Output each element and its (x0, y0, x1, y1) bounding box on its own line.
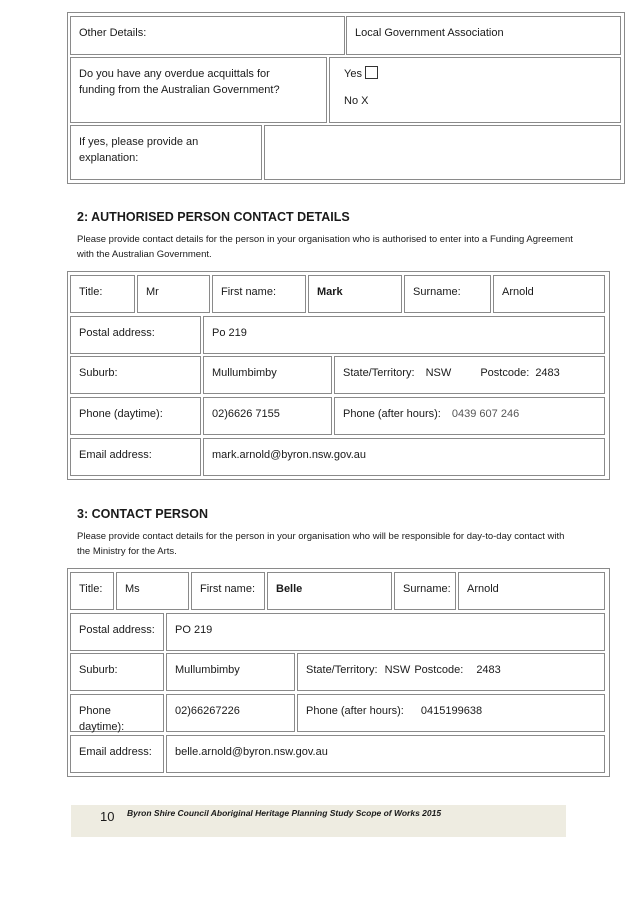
explanation-label-text: If yes, please provide an explanation: (79, 136, 199, 164)
section2-intro: Please provide contact details for the person in your organisation who is authorised to enter into a Funding Agreement with the Australian Government. (77, 234, 573, 260)
overdue-question-text: Do you have any overdue acquittals for funding from the Australian Government? (79, 68, 280, 96)
s3-postal-value-text: PO 219 (175, 624, 213, 636)
s3-postal-label (70, 613, 164, 651)
s3-suburb-value[interactable] (166, 653, 295, 691)
s2-phone-day-label-text: Phone (daytime): (79, 408, 163, 420)
s3-title-label (70, 572, 114, 610)
s2-suburb-value[interactable] (203, 356, 332, 394)
s3-email-value-text: belle.arnold@byron.nsw.gov.au (175, 746, 328, 758)
s2-phone-ah-label: Phone (after hours): (343, 408, 441, 420)
s3-phone-ah-value[interactable]: 0415199638 (420, 705, 483, 717)
s3-surname-label-text: Surname: (403, 583, 451, 595)
s3-title-label-text: Title: (79, 583, 103, 595)
s3-suburb-label-text: Suburb: (79, 664, 118, 676)
s2-suburb-label-text: Suburb: (79, 367, 118, 379)
s2-phone-day-value[interactable] (203, 397, 332, 435)
s2-state-label: State/Territory: (343, 367, 415, 379)
s3-email-value[interactable] (166, 735, 605, 773)
s3-phone-ah (297, 694, 605, 732)
overdue-answer (329, 57, 621, 123)
explanation-value[interactable] (264, 125, 621, 180)
s2-first-name-value[interactable] (308, 275, 402, 313)
s2-first-name-value-text: Mark (317, 286, 343, 298)
s2-title-label (70, 275, 135, 313)
overdue-question (70, 57, 327, 123)
yes-label: Yes (344, 68, 362, 80)
s2-phone-ah (334, 397, 605, 435)
s3-email-label-text: Email address: (79, 746, 152, 758)
s3-surname-label (394, 572, 456, 610)
no-option[interactable] (344, 93, 612, 109)
s2-suburb-label (70, 356, 201, 394)
s3-surname-value-text: Arnold (467, 583, 499, 595)
section3-heading: 3: CONTACT PERSON (77, 507, 209, 521)
s3-surname-value[interactable] (458, 572, 605, 610)
s3-phone-day-label (70, 694, 164, 732)
s3-title-value-text: Ms (125, 583, 140, 595)
s2-state-postcode (334, 356, 605, 394)
s3-state-value[interactable]: NSW (384, 664, 411, 676)
s2-surname-label (404, 275, 491, 313)
s2-first-name-label-text: First name: (221, 286, 277, 298)
s2-title-value[interactable] (137, 275, 210, 313)
section2-heading: 2: AUTHORISED PERSON CONTACT DETAILS (77, 210, 350, 224)
s3-first-name-value[interactable] (267, 572, 392, 610)
other-details-label-text: Other Details: (79, 27, 147, 39)
s3-postcode-value[interactable]: 2483 (476, 664, 501, 676)
s3-first-name-value-text: Belle (276, 583, 303, 595)
s3-phone-day-label-text: Phone daytime): (79, 705, 125, 733)
s2-postal-label-text: Postal address: (79, 327, 155, 339)
s3-suburb-value-text: Mullumbimby (175, 664, 240, 676)
s2-phone-ah-value[interactable]: 0439 607 246 (451, 408, 520, 420)
s3-phone-day-value-text: 02)66267226 (175, 705, 240, 717)
no-label: No X (344, 95, 369, 107)
other-details-value-text: Local Government Association (355, 27, 504, 39)
s2-postcode-label: Postcode: (480, 367, 530, 379)
page-footer (71, 805, 566, 837)
s2-email-value[interactable] (203, 438, 605, 476)
s2-postal-label (70, 316, 201, 354)
yes-checkbox[interactable] (365, 66, 378, 79)
s3-postal-value[interactable] (166, 613, 605, 651)
other-details-value[interactable] (346, 16, 621, 55)
s2-title-value-text: Mr (146, 286, 159, 298)
s2-postal-value-text: Po 219 (212, 327, 247, 339)
s2-title-label-text: Title: (79, 286, 103, 298)
other-details-label (70, 16, 345, 55)
s3-phone-ah-label: Phone (after hours): (306, 705, 404, 717)
s2-state-value[interactable]: NSW (425, 367, 452, 379)
s2-surname-value[interactable] (493, 275, 605, 313)
s2-phone-day-value-text: 02)6626 7155 (212, 408, 280, 420)
yes-option[interactable] (344, 66, 612, 82)
s2-phone-day-label (70, 397, 201, 435)
s3-phone-day-value[interactable] (166, 694, 295, 732)
s2-email-label (70, 438, 201, 476)
s2-surname-label-text: Surname: (413, 286, 461, 298)
s3-first-name-label-text: First name: (200, 583, 256, 595)
s3-state-postcode (297, 653, 605, 691)
s3-postcode-label: Postcode: (414, 664, 464, 676)
s2-postcode-value[interactable]: 2483 (535, 367, 560, 379)
s3-title-value[interactable] (116, 572, 189, 610)
s2-surname-value-text: Arnold (502, 286, 534, 298)
section3-intro: Please provide contact details for the person in your organisation who will be responsible for day-to-day contact with the Ministry for the Arts. (77, 531, 565, 557)
s3-state-label: State/Territory: (306, 664, 378, 676)
s3-suburb-label (70, 653, 164, 691)
page-number: 10 (100, 809, 115, 824)
s2-email-value-text: mark.arnold@byron.nsw.gov.au (212, 449, 367, 461)
s2-suburb-value-text: Mullumbimby (212, 367, 277, 379)
s2-email-label-text: Email address: (79, 449, 152, 461)
s3-email-label (70, 735, 164, 773)
s2-postal-value[interactable] (203, 316, 605, 354)
footer-title: Byron Shire Council Aboriginal Heritage Planning Study Scope of Works 2015 (127, 808, 442, 818)
s2-first-name-label (212, 275, 306, 313)
s3-postal-label-text: Postal address: (79, 624, 155, 636)
explanation-label (70, 125, 262, 180)
s3-first-name-label (191, 572, 265, 610)
